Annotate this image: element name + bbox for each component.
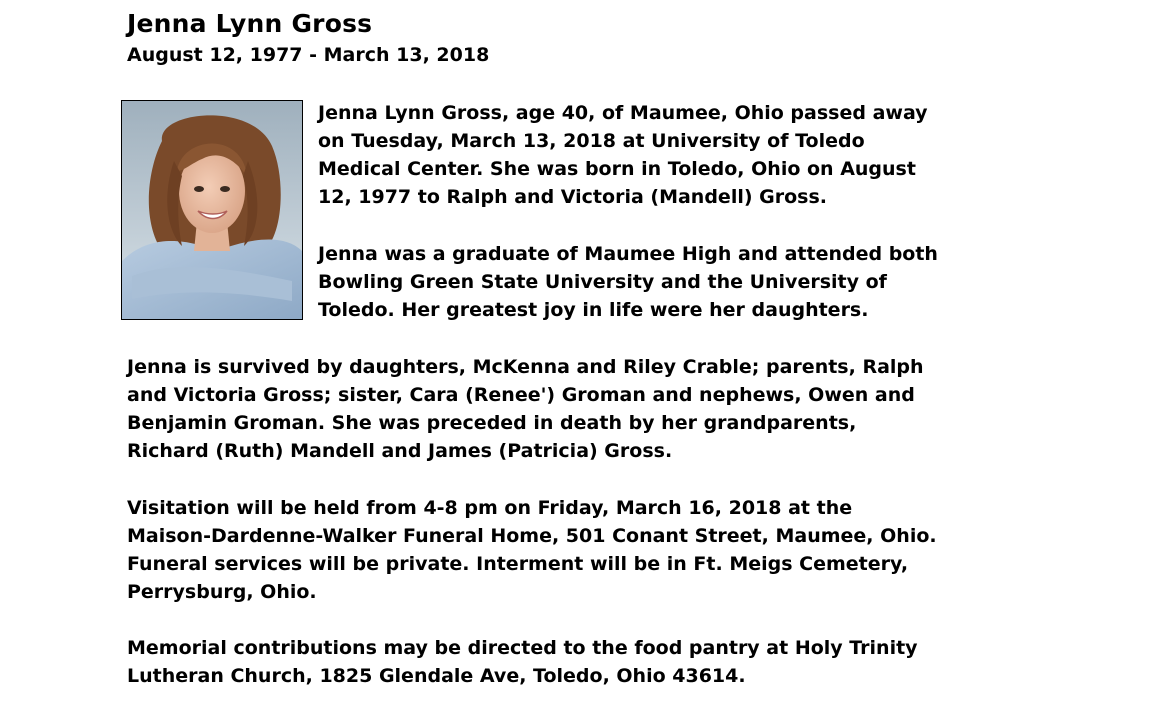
paragraph-line: Maison-Dardenne-Walker Funeral Home, 501 Conant Street, Maumee, Ohio. bbox=[127, 525, 937, 547]
paragraph-line: Visitation will be held from 4-8 pm on Friday, March 16, 2018 at the bbox=[127, 497, 853, 519]
paragraph-line: Perrysburg, Ohio. bbox=[127, 581, 317, 603]
paragraph-line: on Tuesday, March 13, 2018 at University of Toledo bbox=[318, 130, 865, 152]
paragraph-line: 12, 1977 to Ralph and Victoria (Mandell) Gross. bbox=[318, 186, 827, 208]
paragraph-line: Benjamin Groman. She was preceded in death by her grandparents, bbox=[127, 412, 857, 434]
paragraph-line: Memorial contributions may be directed to the food pantry at Holy Trinity bbox=[127, 637, 918, 659]
obituary-name: Jenna Lynn Gross bbox=[127, 9, 373, 38]
paragraph-line: Lutheran Church, 1825 Glendale Ave, Toledo, Ohio 43614. bbox=[127, 665, 746, 687]
paragraph-education bbox=[318, 240, 938, 324]
paragraph-line: Toledo. Her greatest joy in life were her daughters. bbox=[318, 299, 869, 321]
paragraph-line: Bowling Green State University and the University of bbox=[318, 271, 887, 293]
paragraph-memorial bbox=[127, 634, 918, 690]
portrait-photo bbox=[121, 100, 303, 320]
obituary-dates: August 12, 1977 - March 13, 2018 bbox=[127, 44, 490, 66]
paragraph-visitation bbox=[127, 494, 937, 606]
paragraph-intro bbox=[318, 99, 928, 211]
paragraph-line: Jenna was a graduate of Maumee High and attended both bbox=[318, 243, 938, 265]
paragraph-line: Funeral services will be private. Interment will be in Ft. Meigs Cemetery, bbox=[127, 553, 909, 575]
paragraph-line: and Victoria Gross; sister, Cara (Renee') Groman and nephews, Owen and bbox=[127, 384, 915, 406]
paragraph-line: Jenna Lynn Gross, age 40, of Maumee, Ohio passed away bbox=[318, 102, 928, 124]
paragraph-survivors bbox=[127, 353, 924, 465]
paragraph-line: Jenna is survived by daughters, McKenna and Riley Crable; parents, Ralph bbox=[127, 356, 924, 378]
paragraph-line: Medical Center. She was born in Toledo, Ohio on August bbox=[318, 158, 916, 180]
paragraph-line: Richard (Ruth) Mandell and James (Patricia) Gross. bbox=[127, 440, 673, 462]
